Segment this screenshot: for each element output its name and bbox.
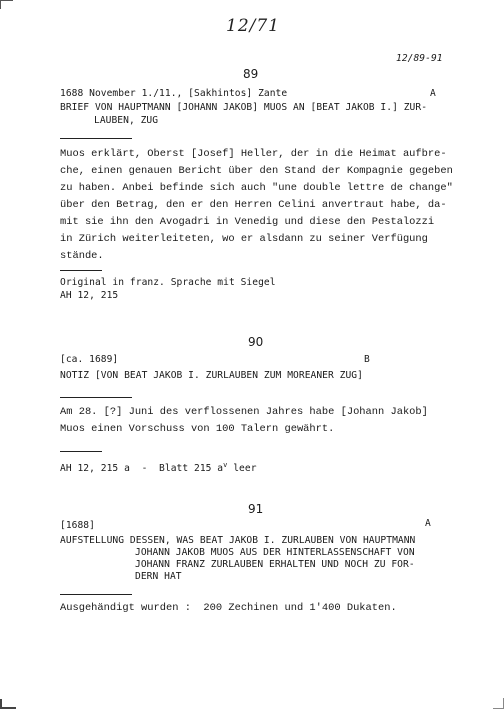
doc-90-separator xyxy=(60,397,132,398)
doc-90-source-text: AH 12, 215 a - Blatt 215 a xyxy=(60,463,224,475)
doc-91-title-line-3: JOHANN FRANZ ZURLAUBEN ERHALTEN UND NOCH ZU FOR- xyxy=(135,559,415,570)
doc-89-source-line-2: AH 12, 215 xyxy=(60,290,119,301)
scan-corner-mark-bottom-right xyxy=(493,698,504,709)
doc-90-category: B xyxy=(364,354,370,365)
scan-corner-mark xyxy=(0,0,13,9)
doc-89-body-line-1: Muos erklärt, Oberst [Josef] Heller, der in die Heimat aufbre- xyxy=(60,148,447,160)
doc-90-body-line-1: Am 28. [?] Juni des verflossenen Jahres habe [Johann Jakob] xyxy=(60,406,428,418)
doc-89-body-line-2: che, einen genauen Bericht über den Stand der Kompagnie gegeben xyxy=(60,165,453,177)
doc-89-source-separator xyxy=(60,270,102,271)
doc-91-title-line-4: DERN HAT xyxy=(135,571,182,582)
doc-91-category: A xyxy=(425,518,431,529)
doc-91-separator xyxy=(60,594,132,595)
doc-91-title-line-2: JOHANN JAKOB MUOS AUS DER HINTERLASSENSCHAFT VON xyxy=(135,547,415,558)
doc-90-source-separator xyxy=(60,451,102,452)
doc-90-source xyxy=(60,461,257,474)
doc-89-body-line-3: zu haben. Anbei befinde sich auch "une double lettre de change" xyxy=(60,182,453,194)
doc-89-date-place: 1688 November 1./11., [Sakhintos] Zante xyxy=(60,88,288,99)
handwritten-reference: 12/71 xyxy=(226,16,280,36)
doc-90-title: NOTIZ [VON BEAT JAKOB I. ZURLAUBEN ZUM MOREANER ZUG] xyxy=(60,370,363,381)
scan-corner-mark-bottom-left xyxy=(0,699,16,709)
doc-89-body-line-7: stände. xyxy=(60,250,104,262)
doc-91-date: [1688] xyxy=(60,520,95,531)
doc-90-body-line-2: Muos einen Vorschuss von 100 Talern gewährt. xyxy=(60,423,335,435)
doc-89-body-line-4: über den Betrag, den er den Herren Celini anvertraut habe, da- xyxy=(60,199,447,211)
doc-90-number: 90 xyxy=(248,335,264,349)
doc-89-title-line-1: BRIEF VON HAUPTMANN [JOHANN JAKOB] MUOS AN [BEAT JAKOB I.] ZUR- xyxy=(60,102,428,113)
doc-89-separator xyxy=(60,138,132,139)
doc-91-body: Ausgehändigt wurden : 200 Zechinen und 1'400 Dukaten. xyxy=(60,602,397,614)
doc-89-title-line-2: LAUBEN, ZUG xyxy=(94,115,159,126)
doc-89-body-line-6: in Zürich weiterleiteten, wo er alsdann zu seiner Verfügung xyxy=(60,233,428,245)
doc-90-source-superscript: v xyxy=(223,461,228,469)
page-reference: 12/89-91 xyxy=(396,53,443,64)
doc-89-category: A xyxy=(430,88,436,99)
doc-91-number: 91 xyxy=(248,502,264,516)
doc-89-source-line-1: Original in franz. Sprache mit Siegel xyxy=(60,277,276,288)
doc-90-source-suffix: leer xyxy=(227,463,257,475)
doc-89-number: 89 xyxy=(243,67,259,81)
doc-91-title-line-1: AUFSTELLUNG DESSEN, WAS BEAT JAKOB I. ZURLAUBEN VON HAUPTMANN xyxy=(60,535,416,546)
doc-89-body-line-5: mit sie ihn den Avogadri in Venedig und diese den Pestalozzi xyxy=(60,216,435,228)
doc-90-date: [ca. 1689] xyxy=(60,354,119,365)
